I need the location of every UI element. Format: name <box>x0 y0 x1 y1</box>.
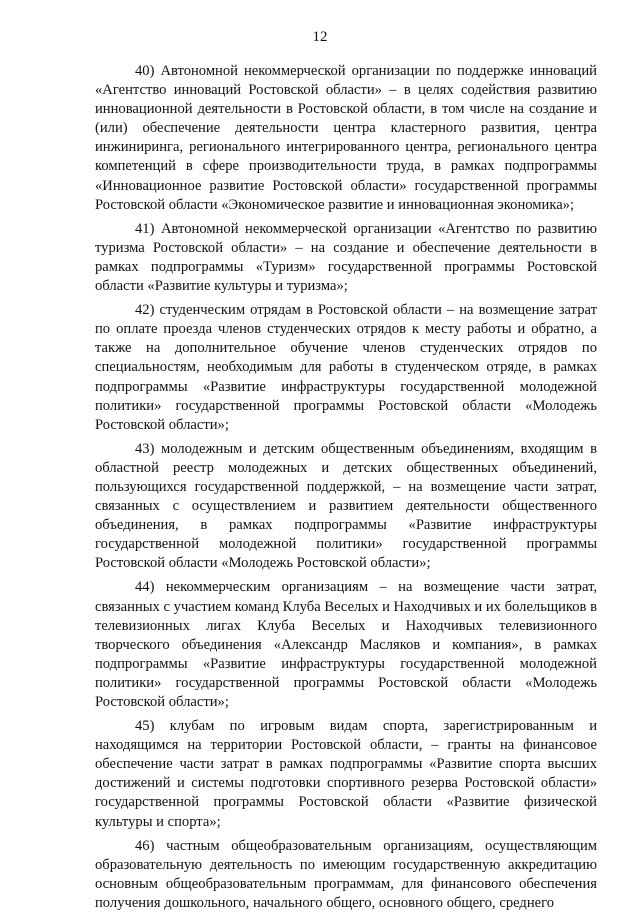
paragraph-46: 46) частным общеобразовательным организациям, осуществляющим образовательную деятельность по имеющим государственную аккредитацию основным общеобразовательным программам, для финансового обеспечения получения дошкольного, начального общего, основного общего, среднего <box>95 837 597 911</box>
paragraph-40: 40) Автономной некоммерческой организации по поддержке инноваций «Агентство инноваций Ростовской области» – в целях содействия развитию инновационной деятельности в Ростовской области, в том числе на создание и (или) обеспечение деятельности центра кластерного развития, центра инжиниринга, регионального интегрированного центра, регионального центра компетенций в сфере производительности труда, в рамках подпрограммы «Инновационное развитие Ростовской области» государственной программы Ростовской области «Экономическое развитие и инновационная экономика»; <box>95 63 597 213</box>
document-body <box>95 62 597 918</box>
paragraph-44: 44) некоммерческим организациям – на возмещение части затрат, связанных с участием команд Клуба Веселых и Находчивых и их болельщиков в телевизионных лигах Клуба Веселых и Находчивых телевизионного творческого объединения «Александр Масляков и компания», в рамках подпрограммы «Развитие инфраструктуры государственной молодежной политики» государственной программы Ростовской области «Молодежь Ростовской области»; <box>95 579 597 710</box>
paragraph-41: 41) Автономной некоммерческой организации «Агентство по развитию туризма Ростовской области» – на создание и обеспечение деятельности в рамках подпрограммы «Туризм» государственной программы Ростовской области «Развитие культуры и туризма»; <box>95 220 597 295</box>
paragraph-43: 43) молодежным и детским общественным объединениям, входящим в областной реестр молодежных и детских общественных объединений, пользующихся государственной поддержкой, – на возмещение части затрат, связанных с осуществлением и развитием деятельности общественного объединения, в рамках подпрограммы «Развитие инфраструктуры государственной молодежной политики» государственной программы Ростовской области «Молодежь Ростовской области»; <box>95 440 597 572</box>
page-number: 12 <box>312 29 328 45</box>
paragraph-42: 42) студенческим отрядам в Ростовской области – на возмещение затрат по оплате проезда членов студенческих отрядов к месту работы и обратно, а также на дополнительное обучение членов студенческих отрядов по специальностям, необходимым для работы в студенческом отряде, в рамках подпрограммы «Развитие инфраструктуры государственной молодежной политики» государственной программы Ростовской области «Молодежь Ростовской области»; <box>95 302 597 433</box>
paragraph-45: 45) клубам по игровым видам спорта, зарегистрированным и находящимся на территории Ростовской области, – гранты на финансовое обеспечение части затрат в рамках подпрограммы «Развитие спорта высших достижений и системы подготовки спортивного резерва Ростовской области» государственной программы Ростовской области «Развитие физической культуры и спорта»; <box>95 718 597 830</box>
